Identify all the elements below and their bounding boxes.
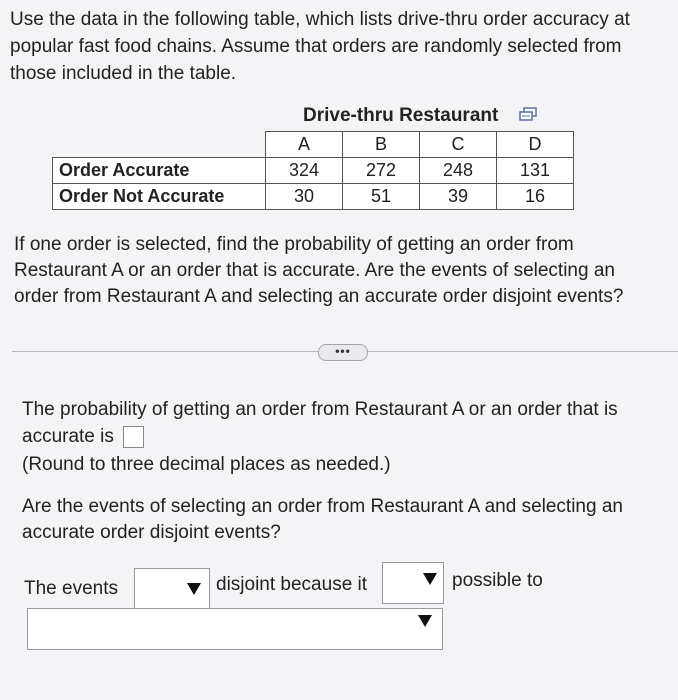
dropdown-arrow-icon (418, 615, 432, 627)
intro-line: popular fast food chains. Assume that orders are randomly selected from (10, 36, 622, 57)
intro-text (10, 6, 670, 87)
dropdown-arrow-icon (187, 583, 201, 595)
table-cell: 131 (497, 158, 574, 184)
table-cell: 16 (497, 184, 574, 210)
accuracy-table (52, 131, 574, 210)
question-line: order from Restaurant A and selecting an accurate order disjoint events? (14, 286, 624, 307)
disjoint-line: Are the events of selecting an order from Restaurant A and selecting an (22, 496, 623, 517)
probability-label: accurate is (22, 426, 114, 447)
table-cell: 272 (343, 158, 420, 184)
row-label: Order Accurate (53, 158, 266, 184)
is-is-not-dropdown[interactable] (382, 562, 444, 604)
table-cell: 39 (420, 184, 497, 210)
table-cell: 324 (266, 158, 343, 184)
round-note: (Round to three decimal places as needed.) (22, 454, 391, 475)
table-cell: 51 (343, 184, 420, 210)
possible-to-label: possible to (452, 570, 543, 591)
completion-dropdown[interactable] (27, 608, 443, 650)
table-corner (53, 132, 266, 158)
table-row (53, 184, 574, 210)
are-are-not-dropdown[interactable] (134, 568, 210, 610)
events-label: The events (24, 578, 118, 599)
column-header: C (420, 132, 497, 158)
question-text (14, 232, 674, 310)
table-title: Drive-thru Restaurant (303, 105, 499, 126)
disjoint-because-label: disjoint because it (216, 574, 368, 595)
probability-prompt (22, 396, 672, 450)
question-line: If one order is selected, find the probability of getting an order from (14, 234, 574, 255)
table-cell: 248 (420, 158, 497, 184)
intro-line: Use the data in the following table, which lists drive-thru order accuracy at (10, 9, 630, 30)
intro-line: those included in the table. (10, 63, 237, 84)
probability-line-2 (22, 423, 672, 450)
copy-table-icon[interactable] (518, 106, 540, 124)
row-label: Order Not Accurate (53, 184, 266, 210)
table-cell: 30 (266, 184, 343, 210)
disjoint-question (22, 494, 672, 546)
probability-answer-input[interactable] (123, 426, 144, 448)
table-header-row (53, 132, 574, 158)
column-header: A (266, 132, 343, 158)
probability-line: The probability of getting an order from Restaurant A or an order that is (22, 399, 618, 420)
expand-more-button[interactable]: ••• (318, 344, 368, 361)
disjoint-line: accurate order disjoint events? (22, 522, 281, 543)
dropdown-arrow-icon (423, 573, 437, 585)
table-row (53, 158, 574, 184)
column-header: B (343, 132, 420, 158)
column-header: D (497, 132, 574, 158)
question-line: Restaurant A or an order that is accurate. Are the events of selecting an (14, 260, 615, 281)
